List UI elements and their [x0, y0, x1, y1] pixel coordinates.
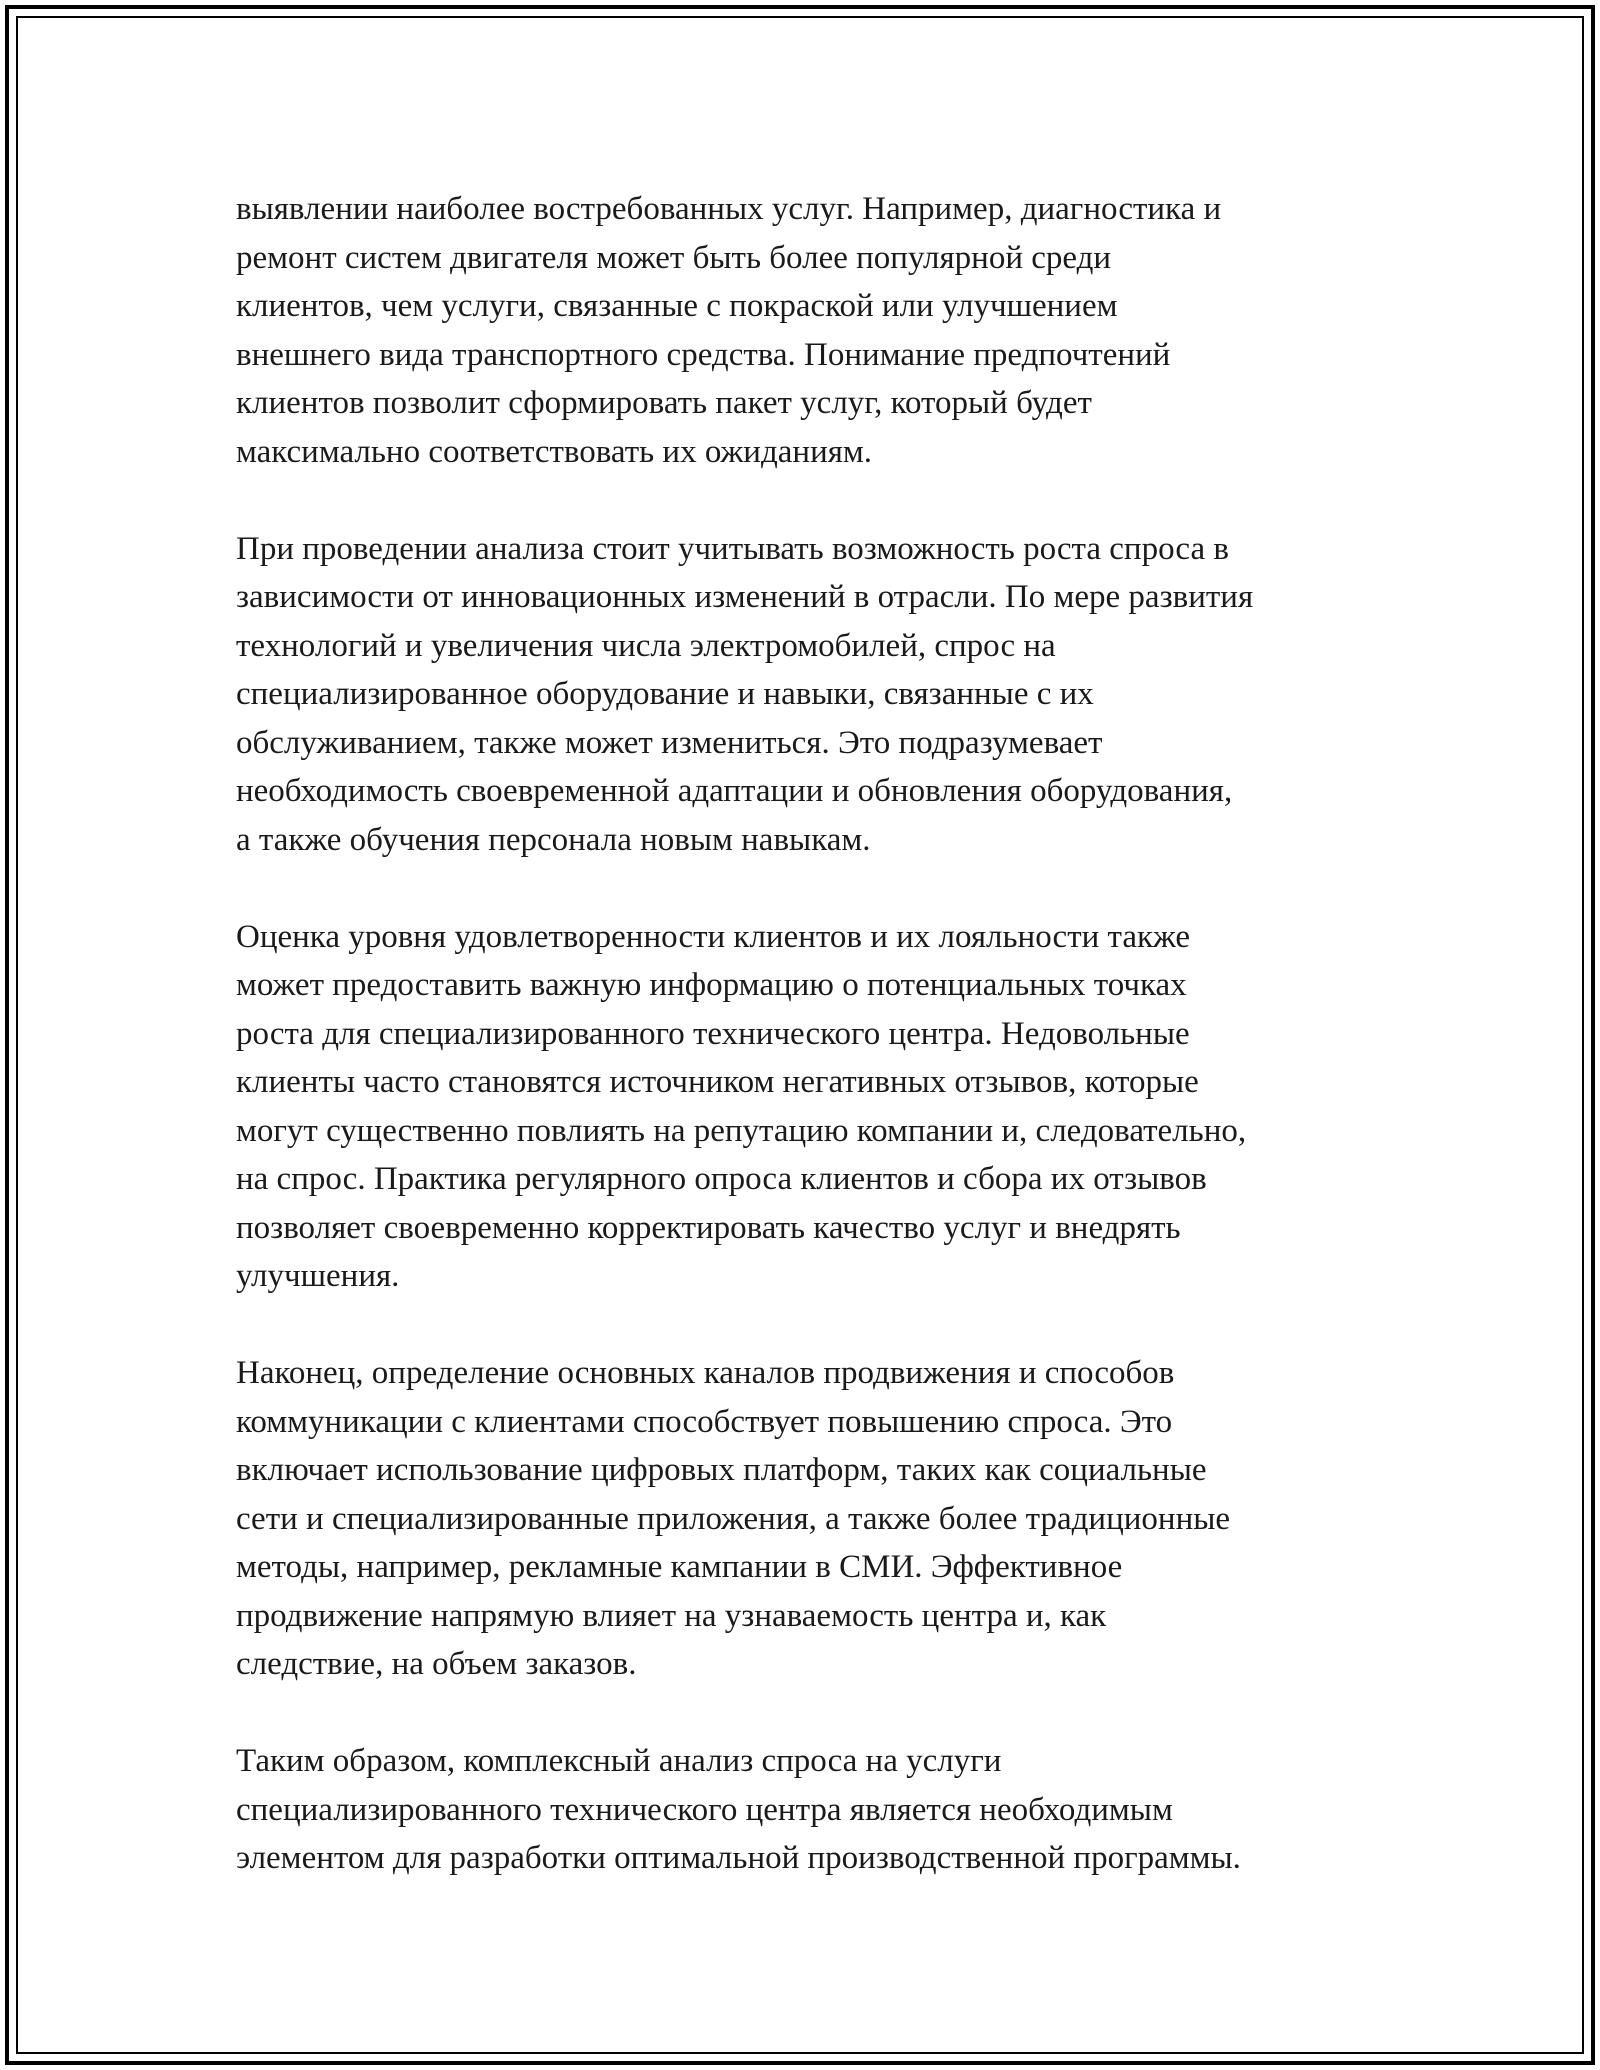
text-line: клиентов, чем услуги, связанные с покраской или улучшением	[236, 288, 1118, 324]
text-line: максимально соответствовать их ожиданиям.	[236, 433, 873, 470]
text-line: сети и специализированные приложения, а также более традиционные	[236, 1500, 1231, 1537]
text-line: может предоставить важную информацию о потенциальных точках	[236, 967, 1187, 1003]
text-line: специализированное оборудование и навыки, связанные с их	[236, 676, 1094, 712]
paragraph-3	[236, 913, 1396, 1301]
text-line: коммуникации с клиентами способствует повышению спроса. Это	[236, 1403, 1173, 1440]
text-line: могут существенно повлиять на репутацию компании и, следовательно,	[236, 1112, 1247, 1149]
text-line: включает использование цифровых платформ, таких как социальные	[236, 1452, 1207, 1488]
text-line: клиенты часто становятся источником негативных отзывов, которые	[236, 1064, 1199, 1100]
text-line: внешнего вида транспортного средства. Понимание предпочтений	[236, 336, 1171, 373]
text-line: ремонт систем двигателя может быть более популярной среди	[236, 239, 1112, 276]
document-body	[236, 185, 1396, 1931]
text-line: обслуживанием, также может измениться. Это подразумевает	[236, 724, 1103, 761]
text-line: специализированного технического центра является необходимым	[236, 1791, 1173, 1828]
text-line: роста для специализированного технического центра. Недовольные	[236, 1015, 1190, 1052]
text-line: зависимости от инновационных изменений в отрасли. По мере развития	[236, 579, 1254, 615]
text-line: технологий и увеличения числа электромобилей, спрос на	[236, 627, 1056, 664]
text-line: клиентов позволит сформировать пакет услуг, который будет	[236, 385, 1092, 421]
text-line: Наконец, определение основных каналов продвижения и способов	[236, 1355, 1175, 1391]
text-line: необходимость своевременной адаптации и обновления оборудования,	[236, 773, 1233, 809]
text-line: следствие, на объем заказов.	[236, 1646, 637, 1682]
text-line: Таким образом, комплексный анализ спроса на услуги	[236, 1743, 1002, 1779]
text-line: выявлении наиболее востребованных услуг. Например, диагностика и	[236, 191, 1222, 227]
paragraph-5	[236, 1737, 1396, 1883]
text-line: а также обучения персонала новым навыкам.	[236, 821, 871, 858]
text-line: улучшения.	[236, 1258, 400, 1294]
text-line: методы, например, рекламные кампании в СМИ. Эффективное	[236, 1549, 1123, 1585]
text-line: на спрос. Практика регулярного опроса клиентов и сбора их отзывов	[236, 1161, 1207, 1197]
text-line: При проведении анализа стоит учитывать возможность роста спроса в	[236, 530, 1229, 567]
text-line: позволяет своевременно корректировать качество услуг и внедрять	[236, 1209, 1181, 1246]
text-line: продвижение напрямую влияет на узнаваемость центра и, как	[236, 1597, 1107, 1634]
paragraph-4	[236, 1349, 1396, 1689]
text-line: Оценка уровня удовлетворенности клиентов и их лояльности также	[236, 918, 1191, 955]
paragraph-2	[236, 525, 1396, 865]
text-line: элементом для разработки оптимальной производственной программы.	[236, 1840, 1241, 1876]
paragraph-1	[236, 185, 1396, 476]
